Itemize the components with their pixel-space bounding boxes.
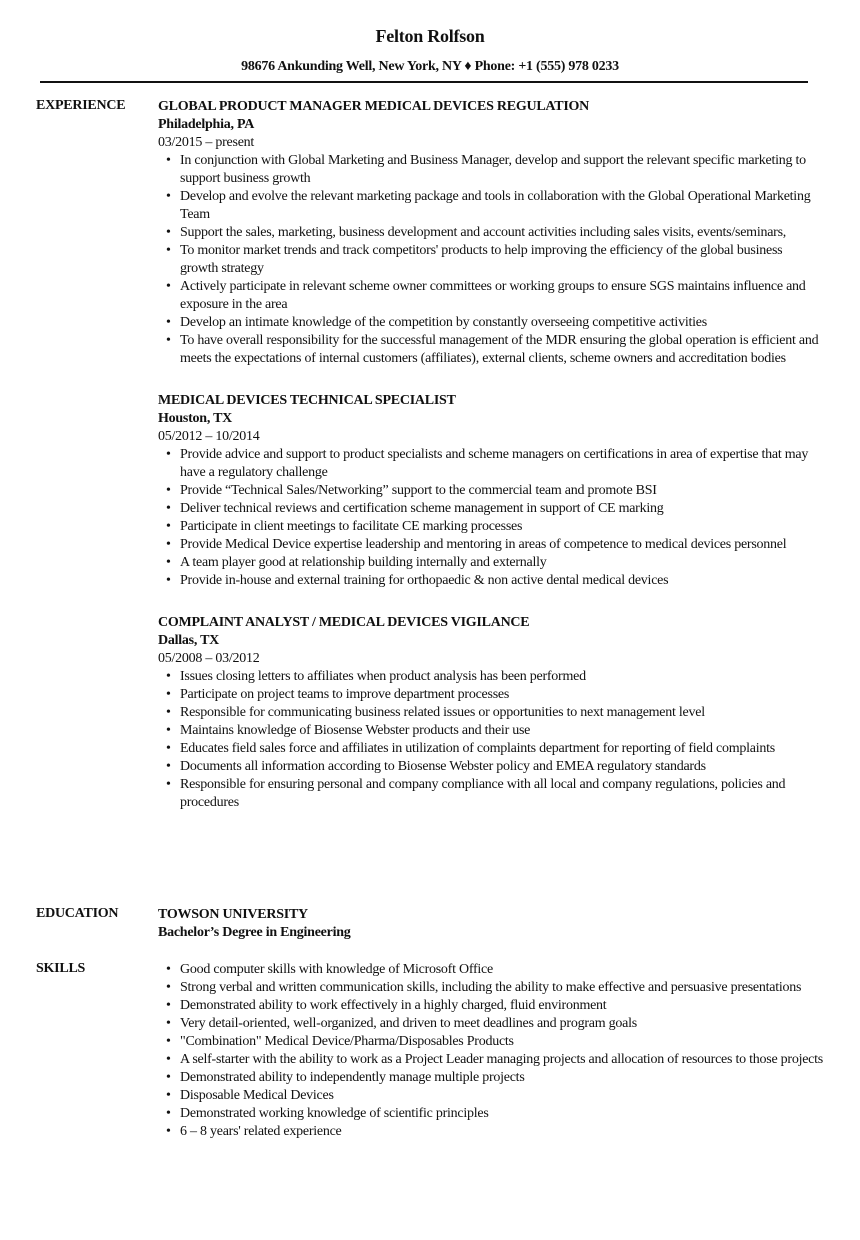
- bullet-item: • In conjunction with Global Marketing and Business Manager, develop and support the relevant specific marketing to support business growth: [180, 152, 823, 188]
- section-label-skills: SKILLS: [36, 961, 86, 976]
- candidate-name: Felton Rolfson: [375, 26, 485, 46]
- job-bullets: [158, 446, 823, 590]
- bullet-item: • Participate in client meetings to facilitate CE marking processes: [180, 518, 823, 536]
- skill-item: • A self-starter with the ability to work as a Project Leader managing projects and allocation of resources to those projects: [180, 1051, 823, 1069]
- section-label-experience: EXPERIENCE: [36, 98, 126, 113]
- bullet-item: • Responsible for communicating business related issues or opportunities to next management level: [180, 704, 823, 722]
- section-label-education: EDUCATION: [36, 906, 119, 921]
- skill-item: • Demonstrated ability to work effectively in a highly charged, fluid environment: [180, 997, 823, 1015]
- bullet-item: • Develop an intimate knowledge of the competition by constantly overseeing competitive activities: [180, 314, 823, 332]
- skill-item: • Demonstrated ability to independently manage multiple projects: [180, 1069, 823, 1087]
- job-title: GLOBAL PRODUCT MANAGER MEDICAL DEVICES REGULATION: [158, 99, 590, 114]
- bullet-item: • A team player good at relationship building internally and externally: [180, 554, 823, 572]
- job-dates: 05/2012 – 10/2014: [158, 429, 260, 444]
- bullet-item: • To monitor market trends and track competitors' products to help improving the efficiency of the global business growth strategy: [180, 242, 823, 278]
- header-divider: [40, 81, 808, 83]
- bullet-item: • Provide advice and support to product specialists and scheme managers on certifications in area of expertise that may have a regulatory challenge: [180, 446, 823, 482]
- experience-list: [158, 98, 823, 836]
- bullet-item: • Actively participate in relevant scheme owner committees or working groups to ensure SGS maintains influence and exposure in the area: [180, 278, 823, 314]
- bullet-item: • Support the sales, marketing, business development and account activities including sales visits, events/seminars,: [180, 224, 823, 242]
- bullet-item: • To have overall responsibility for the successful management of the MDR ensuring the global operation is efficient and meets the expectations of internal customers (affiliates), external clients, scheme owners and accreditation bodies: [180, 332, 823, 368]
- job-entry: [158, 614, 823, 812]
- contact-line: 98676 Ankunding Well, New York, NY ♦ Phone: +1 (555) 978 0233: [241, 59, 619, 74]
- job-dates: 03/2015 – present: [158, 135, 255, 150]
- skill-item: • Good computer skills with knowledge of Microsoft Office: [180, 961, 823, 979]
- job-dates: 05/2008 – 03/2012: [158, 651, 260, 666]
- job-entry: [158, 98, 823, 368]
- bullet-item: • Maintains knowledge of Biosense Webster products and their use: [180, 722, 823, 740]
- degree: Bachelor’s Degree in Engineering: [158, 925, 351, 940]
- job-title: MEDICAL DEVICES TECHNICAL SPECIALIST: [158, 393, 456, 408]
- bullet-item: • Participate on project teams to improve department processes: [180, 686, 823, 704]
- bullet-item: • Provide in-house and external training for orthopaedic & non active dental medical devices: [180, 572, 823, 590]
- bullet-item: • Provide Medical Device expertise leadership and mentoring in areas of competence to medical devices personnel: [180, 536, 823, 554]
- bullet-item: • Responsible for ensuring personal and company compliance with all local and company regulations, policies and procedures: [180, 776, 823, 812]
- bullet-item: • Deliver technical reviews and certification scheme management in support of CE marking: [180, 500, 823, 518]
- skill-item: • 6 – 8 years' related experience: [180, 1123, 823, 1141]
- skill-item: • Strong verbal and written communication skills, including the ability to make effective and persuasive presentations: [180, 979, 823, 997]
- bullet-item: • Documents all information according to Biosense Webster policy and EMEA regulatory standards: [180, 758, 823, 776]
- job-bullets: [158, 668, 823, 812]
- job-title: COMPLAINT ANALYST / MEDICAL DEVICES VIGILANCE: [158, 615, 530, 630]
- school-name: TOWSON UNIVERSITY: [158, 907, 308, 922]
- skill-item: • Demonstrated working knowledge of scientific principles: [180, 1105, 823, 1123]
- skills-list: [158, 961, 823, 1141]
- skill-item: • "Combination" Medical Device/Pharma/Disposables Products: [180, 1033, 823, 1051]
- bullet-item: • Educates field sales force and affiliates in utilization of complaints department for reporting of field complaints: [180, 740, 823, 758]
- skill-item: • Very detail-oriented, well-organized, and driven to meet deadlines and program goals: [180, 1015, 823, 1033]
- job-bullets: [158, 152, 823, 368]
- job-location: Dallas, TX: [158, 633, 220, 648]
- bullet-item: • Issues closing letters to affiliates when product analysis has been performed: [180, 668, 823, 686]
- job-location: Houston, TX: [158, 411, 233, 426]
- bullet-item: • Provide “Technical Sales/Networking” support to the commercial team and promote BSI: [180, 482, 823, 500]
- bullet-item: • Develop and evolve the relevant marketing package and tools in collaboration with the Global Operational Marketing Team: [180, 188, 823, 224]
- job-entry: [158, 392, 823, 590]
- job-location: Philadelphia, PA: [158, 117, 255, 132]
- skill-item: • Disposable Medical Devices: [180, 1087, 823, 1105]
